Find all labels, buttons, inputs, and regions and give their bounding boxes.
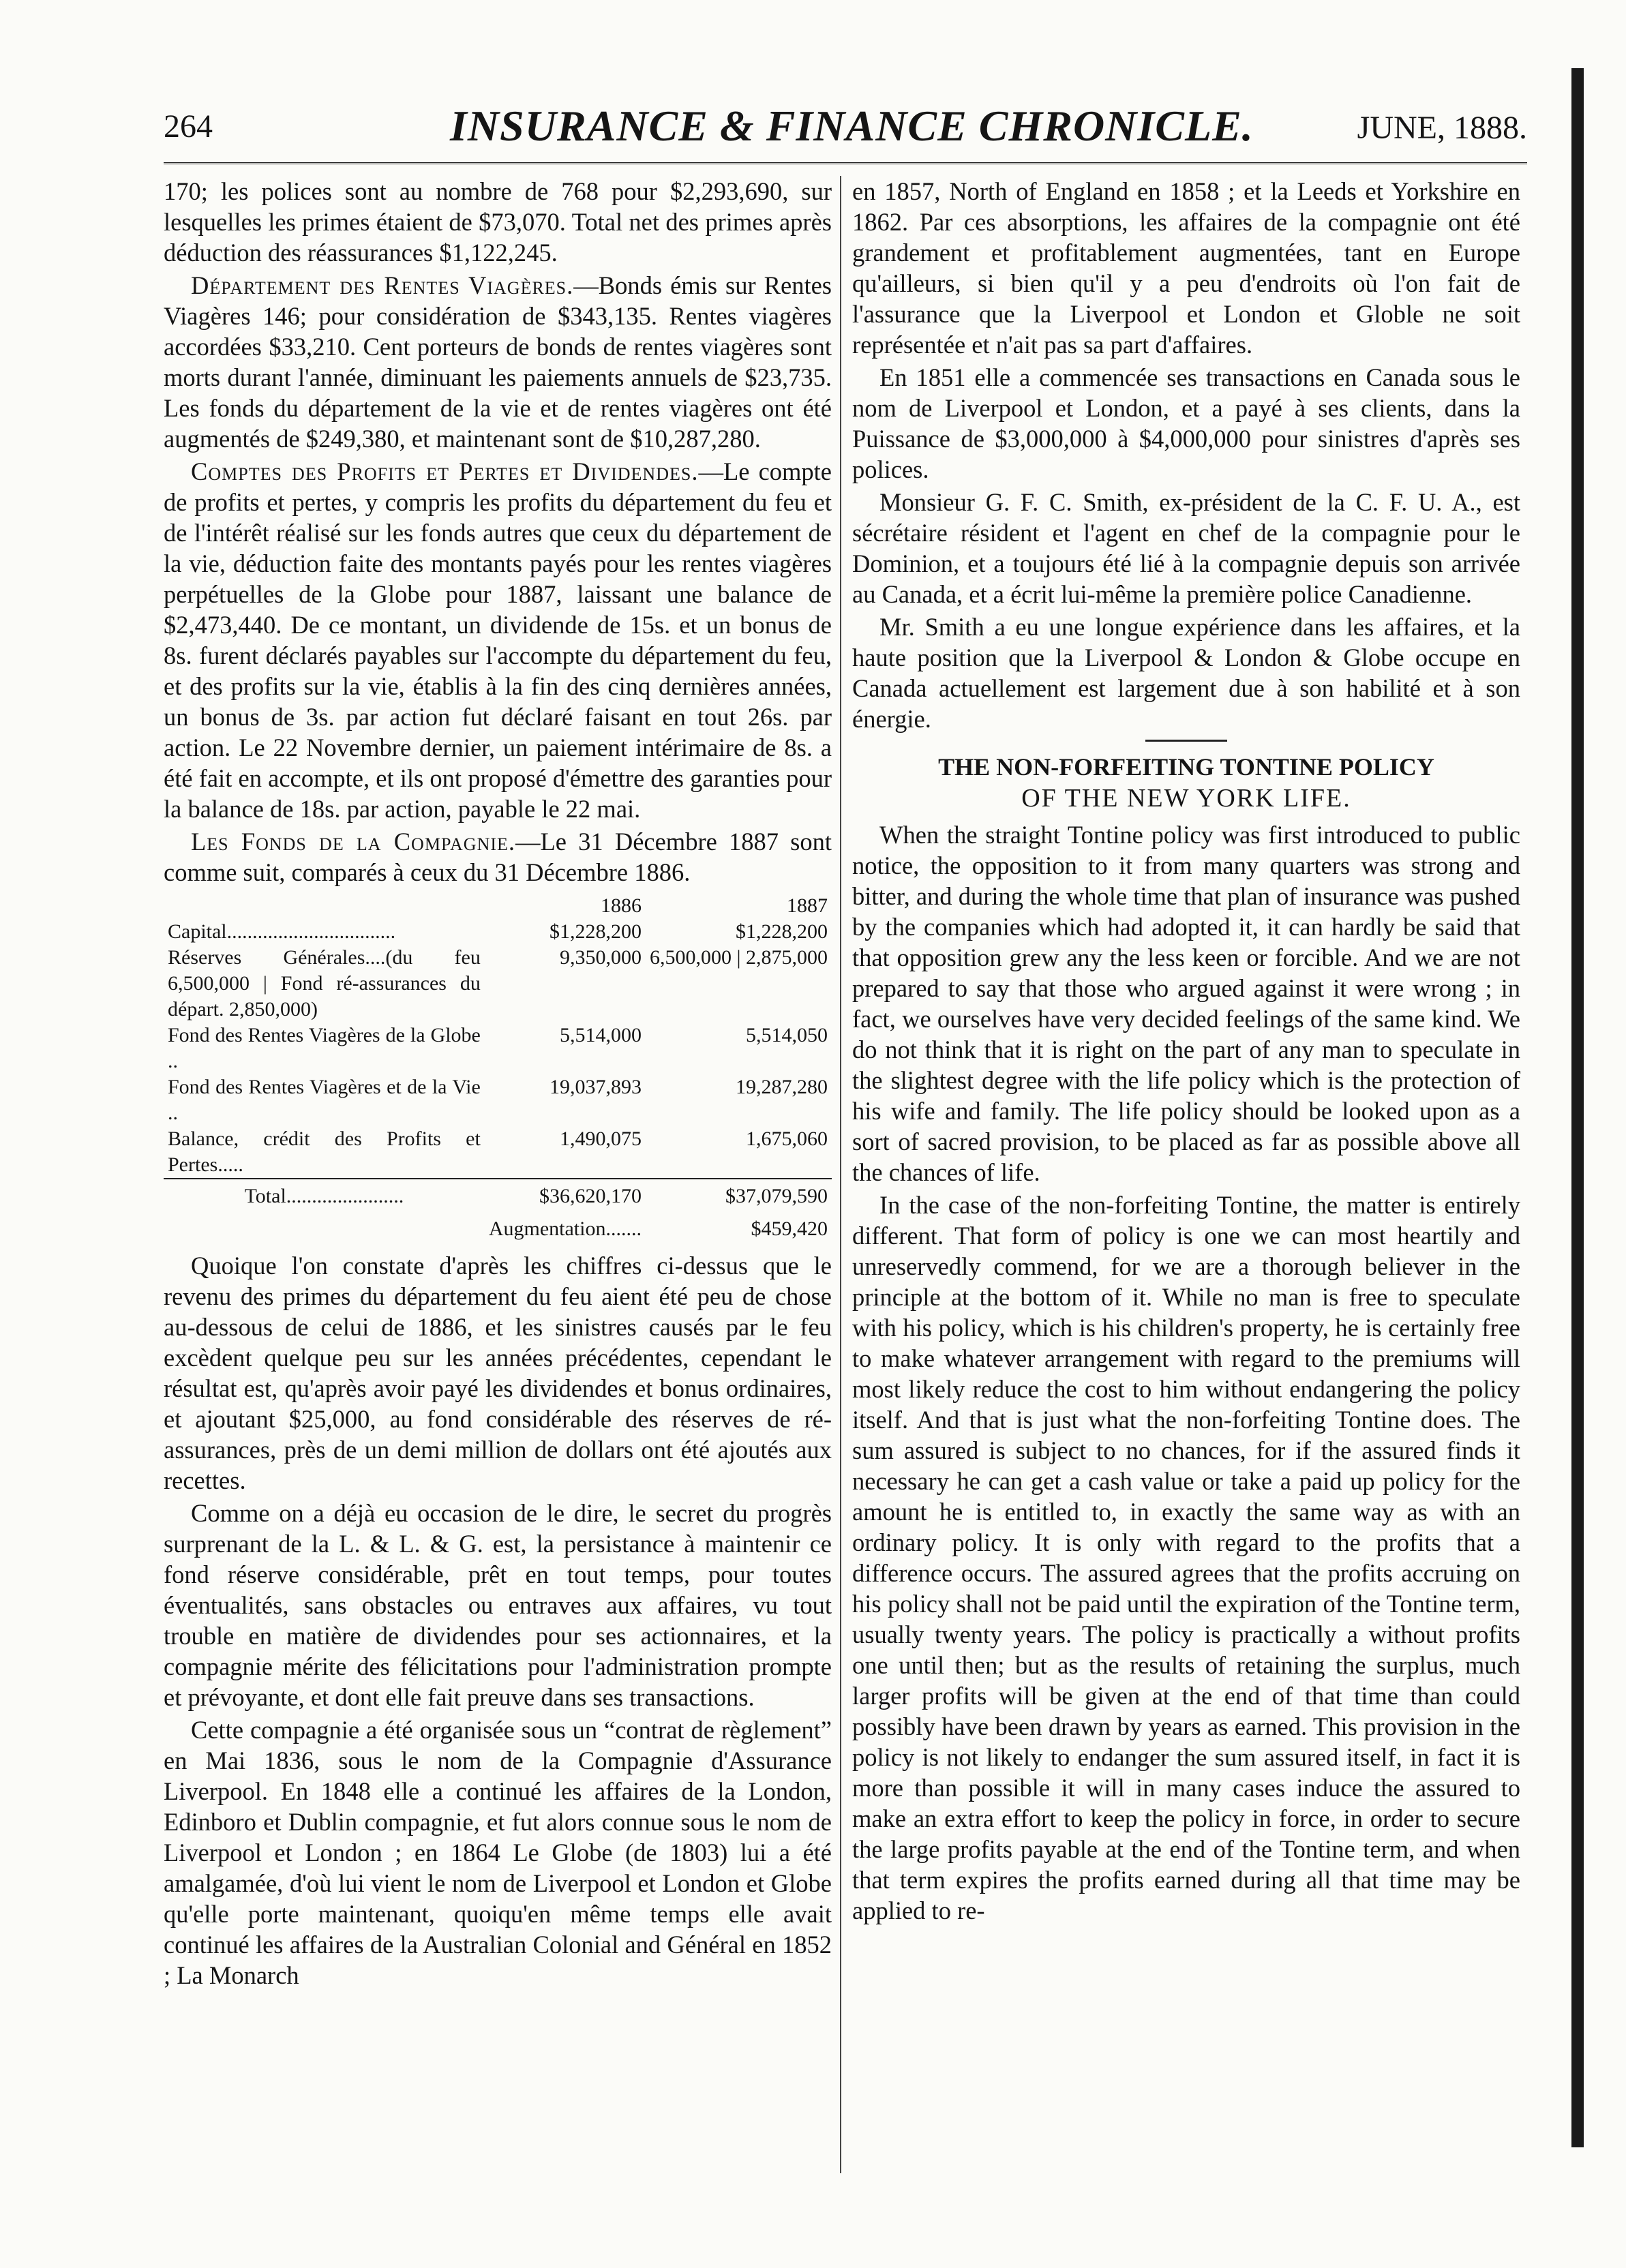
paragraph: en 1857, North of England en 1858 ; et la Leeds et Yorkshire en 1862. Par ces absorptions, les affaires de la compagnie ont été grandement et profitablement augmentées, tant en Europe qu'ailleurs, si bien qu'il y a peu d'endroits où l'on fait de l'assurance que la Liverpool et London et Globle ne soit représentée et n'ait pas sa part d'affaires. [852, 177, 1520, 359]
page-header [164, 101, 1527, 155]
column-header: 1887 [787, 894, 828, 917]
value-1886: 19,037,893 [549, 1076, 642, 1098]
paragraph: Comptes des Profits et Pertes et Dividendes.—Le compte de profits et pertes, y compris les profits du département du feu et de l'intérêt réalisé sur les fonds autres que ceux du département de la vie, déduction faite des montants payés pour les rentes viagères perpétuelles de la Globe pour 1887, laissant une balance de $2,473,440. De ce montant, un dividende de 15s. et un bonus de 8s. furent déclarés payables sur l'accompte du département du feu, et des profits sur la vie, établis à la fin des cinq dernières années, un bonus de 3s. par action fut déclaré faisant en tout 26s. par action. Le 22 Novembre dernier, un paiement intérimaire de 8s. a été fait en accompte, et ils ont proposé d'émettre des garanties pour la balance de 18s. par action, payable le 22 mai. [164, 457, 832, 823]
paragraph: Mr. Smith a eu une longue expérience dans les affaires, et la haute position que la Liverpool & London & Globe occupe en Canada actuellement est largement due à son habilité et à son énergie. [852, 613, 1520, 733]
row-label: Fond des Rentes Viagères de la Globe .. [168, 1024, 481, 1072]
section-heading: Comptes des Profits et Pertes et Dividendes. [191, 457, 699, 485]
column-divider [840, 176, 841, 2173]
total-row [164, 1179, 832, 1209]
scan-edge [1571, 68, 1584, 2147]
table-row [164, 945, 832, 1023]
total-label: Total....................... [164, 1179, 485, 1209]
paragraph: 170; les polices sont au nombre de 768 pour $2,293,690, sur lesquelles les primes étaient de $73,070. Total net des primes après déduction des réassurances $1,122,245. [164, 177, 832, 267]
paragraph: Cette compagnie a été organisée sous un “contrat de règlement” en Mai 1836, sous le nom de la Compagnie d'Assurance Liverpool. En 1848 elle a continué les affaires de la London, Edinboro et Dublin compagnie, et fut alors connue sous le nom de Liverpool et London ; en 1864 Le Globe (de 1803) lui a été amalgamée, d'où lui vient le nom de Liverpool et London et Globe qu'elle porte maintenant, quoiqu'en même temps elle avait continué les affaires de la Australian Colonial and Général en 1852 ; La Monarch [164, 1716, 832, 1989]
row-label: Capital................................. [168, 920, 396, 943]
section-rule [1145, 740, 1227, 742]
paragraph: Département des Rentes Viagères.—Bonds émis sur Rentes Viagères 146; pour considération de $343,135. Rentes viagères accordées $33,210. Cent porteurs de bonds de rentes viagères sont morts durant l'année, diminuant les paiements annuels de $23,735. Les fonds du département de la vie et de rentes viagères ont été augmentés de $249,380, et maintenant sont de $10,287,280. [164, 271, 832, 453]
total-1886: $36,620,170 [485, 1179, 646, 1209]
funds-table [164, 893, 832, 1242]
augmentation-row [164, 1209, 832, 1242]
table-row [164, 1074, 832, 1126]
left-column [164, 176, 832, 1991]
value-1887: 19,287,280 [736, 1076, 828, 1098]
table-header-row [164, 893, 832, 919]
value-1887: 5,514,050 [746, 1024, 828, 1046]
row-label: Fond des Rentes Viagères et de la Vie .. [168, 1076, 481, 1124]
value-1887: 6,500,000 | 2,875,000 [649, 946, 828, 969]
paragraph: Monsieur G. F. C. Smith, ex-président de la C. F. U. A., est sécrétaire résident et l'agent en chef de la compagnie pour le Dominion, et a toujours été lié à la compagnie depuis son arrivée au Canada, et a écrit lui-même la première police Canadienne. [852, 488, 1520, 608]
augmentation-label: Augmentation....... [488, 1218, 642, 1240]
table-row [164, 1126, 832, 1179]
table-row [164, 1023, 832, 1074]
paragraph: In the case of the non-forfeiting Tontine, the matter is entirely different. That form of policy is one we can most heartily and unreservedly commend, for we are a thorough believer in the principle at the bottom of it. While no man is free to speculate with his policy, which is his children's property, he is certainly free to make whatever arrangement with regard to the premiums will most likely reduce the cost to him without endangering the policy itself. And that is just what the non-forfeiting Tontine does. The sum assured is subject to no chances, for if the assured finds it necessary he can get a cash value or take a paid up policy for the amount he is entitled to, in exactly the same way as with an ordinary policy. It is only with regard to the profits that a difference occurs. The assured agrees that the profits accruing on his policy shall not be paid until the expiration of the Tontine term, usually twenty years. The policy is practically a without profits one until then; but as the results of retaining the surplus, much larger profits will be given at the end of that time than could possibly have been drawn by years as earned. This provision in the policy is not likely to endanger the sum assured itself, in fact it is more than possible it will in many cases induce the assured to make an extra effort to keep the policy in force, in order to secure the large profits payable at the end of the Tontine term, and when that term expires the profits earned during all that time may be applied to re- [852, 1191, 1520, 1924]
paragraph: When the straight Tontine policy was first introduced to public notice, the opposition to it from many quarters was strong and bitter, and during the whole time that plan of insurance was pushed by the companies which had adopted it, it can hardly be said that that opposition grew any the less keen or forcible. And we are not prepared to say that those who argued against it were wrong ; in fact, we ourselves have very decided feelings of the same kind. We do not think that it is right on the part of any man to speculate in the slightest degree with the life policy which is the protection of his wife and family. The life policy should be looked upon as a sort of sacred provision, to be placed as far as possible above all the chances of life. [852, 821, 1520, 1186]
paragraph: Comme on a déjà eu occasion de le dire, le secret du progrès surprenant de la L. & L. & G. est, la persistance à maintenir ce fond réserve considérable, prêt en tout temps, pour toutes éventualités, sans obstacles ou entraves aux affaires, vu tout trouble en matière de dividendes pour ses actionnaires, et la compagnie mérite des félicitations pour l'administration prompte et prévoyante, et dont elle fait preuve dans ses transactions. [164, 1499, 832, 1711]
row-label: Balance, crédit des Profits et Pertes..... [168, 1128, 481, 1176]
value-1886: 9,350,000 [559, 946, 642, 969]
paragraph: En 1851 elle a commencée ses transactions en Canada sous le nom de Liverpool et London, et a payé à ses clients, dans la Puissance de $3,000,000 à $4,000,000 pour sinistres d'après ses polices. [852, 363, 1520, 483]
value-1887: 1,675,060 [746, 1128, 828, 1150]
augmentation-value: $459,420 [751, 1218, 828, 1240]
column-header: 1886 [600, 894, 642, 917]
value-1886: $1,228,200 [549, 920, 642, 943]
value-1887: $1,228,200 [736, 920, 828, 943]
value-1886: 5,514,000 [559, 1024, 642, 1046]
issue-date: JUNE, 1888. [1357, 110, 1527, 146]
header-rule [164, 162, 1527, 167]
table-row [164, 919, 832, 945]
section-heading: Les Fonds de la Compagnie. [191, 828, 516, 856]
total-1887: $37,079,590 [646, 1179, 832, 1209]
row-label: Réserves Générales....(du feu 6,500,000 | Fond ré-assurances du départ. 2,850,000) [168, 946, 481, 1020]
paragraph: Quoique l'on constate d'après les chiffres ci-dessus que le revenu des primes du département du feu aient été peu de chose au-dessous de celui de 1886, et les sinistres causés par le feu excèdent quelque peu sur les années précédentes, cependant le résultat est, qu'après avoir payé les dividendes et bonus ordinaires, et ajoutant $25,000, au fond considérable des réserves de ré-assurances, près de un demi million de dollars ont été ajoutés aux recettes. [164, 1252, 832, 1494]
paragraph: Les Fonds de la Compagnie.—Le 31 Décembre 1887 sont comme suit, comparés à ceux du 31 Décembre 1886. [164, 828, 832, 886]
page-number: 264 [164, 108, 213, 145]
article-subheadline: OF THE NEW YORK LIFE. [1021, 784, 1351, 813]
right-column [852, 176, 1520, 1926]
article-headline: THE NON-FORFEITING TONTINE POLICY [938, 753, 1434, 781]
journal-title: INSURANCE & FINANCE CHRONICLE. [450, 102, 1254, 150]
value-1886: 1,490,075 [559, 1128, 642, 1150]
section-heading: Département des Rentes Viagères. [191, 271, 574, 299]
